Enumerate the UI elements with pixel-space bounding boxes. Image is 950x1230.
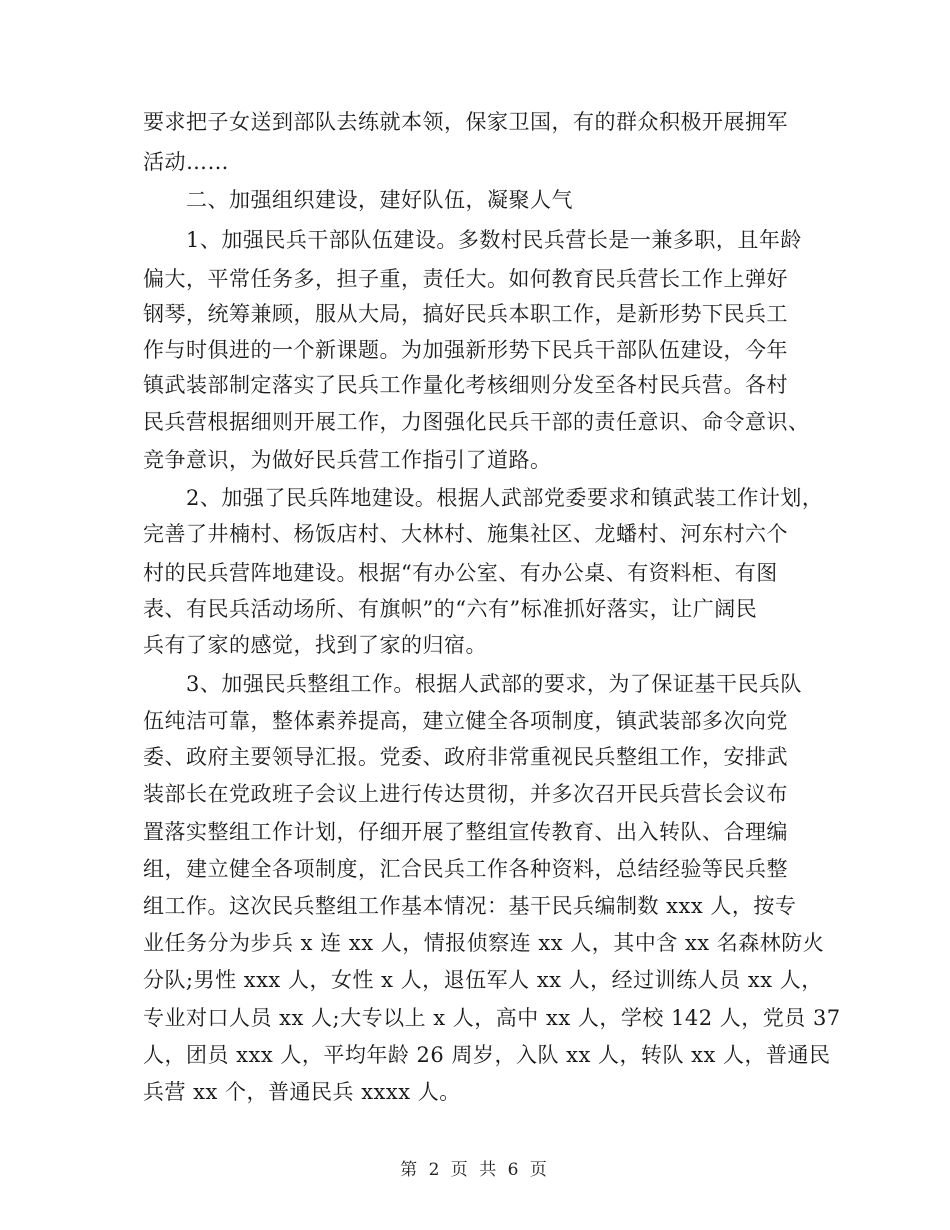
paragraph-line: 要求把子女送到部队去练就本领，保家卫国，有的群众积极开展拥军 — [143, 110, 788, 134]
paragraph-line: 完善了井楠村、杨饭店村、大林村、施集社区、龙蟠村、河东村六个 — [143, 522, 788, 546]
paragraph-line: 伍纯洁可靠，整体素养提高，建立健全各项制度，镇武装部多次向党 — [143, 709, 788, 733]
paragraph-line: 置落实整组工作计划，仔细开展了整组宣传教育、出入转队、合理编 — [143, 820, 788, 844]
paragraph-line: 竞争意识，为做好民兵营工作指引了道路。 — [143, 448, 552, 472]
paragraph-line: 活动…… — [143, 150, 229, 174]
paragraph-line: 组工作。这次民兵整组工作基本情况：基干民兵编制数 xxx 人，按专 — [143, 894, 797, 918]
paragraph-line: 分队;男性 xxx 人，女性 x 人，退伍军人 xx 人，经过训练人员 xx 人， — [143, 968, 823, 992]
paragraph-line: 作与时俱进的一个新课题。为加强新形势下民兵干部队伍建设，今年 — [143, 338, 788, 362]
page-number: 第 2 页 共 6 页 — [400, 1160, 550, 1180]
paragraph-line: 装部长在党政班子会议上进行传达贯彻，并多次召开民兵营长会议布 — [143, 782, 788, 806]
paragraph-line: 业任务分为步兵 x 连 xx 人，情报侦察连 xx 人，其中含 xx 名森林防火 — [143, 931, 825, 955]
paragraph-line: 组，建立健全各项制度，汇合民兵工作各种资料，总结经验等民兵整 — [143, 857, 788, 881]
paragraph-line: 村的民兵营阵地建设。根据“有办公室、有办公桌、有资料柜、有图 — [143, 561, 778, 585]
paragraph-line: 民兵营根据细则开展工作，力图强化民兵干部的责任意识、命令意识、 — [143, 410, 810, 434]
paragraph-line: 钢琴，统筹兼顾，服从大局，搞好民兵本职工作，是新形势下民兵工 — [143, 302, 788, 326]
paragraph-line: 镇武装部制定落实了民兵工作量化考核细则分发至各村民兵营。各村 — [143, 373, 788, 397]
section-heading: 二、加强组织建设，建好队伍，凝聚人气 — [186, 188, 573, 212]
paragraph-line: 2、加强了民兵阵地建设。根据人武部党委要求和镇武装工作计划， — [186, 486, 824, 510]
paragraph-line: 委、政府主要领导汇报。党委、政府非常重视民兵整组工作，安排武 — [143, 745, 788, 769]
paragraph-line: 偏大，平常任务多，担子重，责任大。如何教育民兵营长工作上弹好 — [143, 267, 788, 291]
paragraph-line: 人，团员 xxx 人，平均年龄 26 周岁，入队 xx 人，转队 xx 人，普通民 — [143, 1043, 831, 1067]
paragraph-line: 兵营 xx 个，普通民兵 xxxx 人。 — [143, 1080, 461, 1104]
paragraph-line: 3、加强民兵整组工作。根据人武部的要求，为了保证基干民兵队 — [186, 672, 802, 696]
paragraph-line: 1、加强民兵干部队伍建设。多数村民兵营长是一兼多职，且年龄 — [186, 228, 802, 252]
paragraph-line: 专业对口人员 xx 人;大专以上 x 人，高中 xx 人，学校 142 人，党员 37 — [143, 1006, 841, 1030]
paragraph-line: 表、有民兵活动场所、有旗帜”的“六有”标准抓好落实，让广阔民 — [143, 597, 758, 621]
paragraph-line: 兵有了家的感觉，找到了家的归宿。 — [143, 633, 487, 657]
